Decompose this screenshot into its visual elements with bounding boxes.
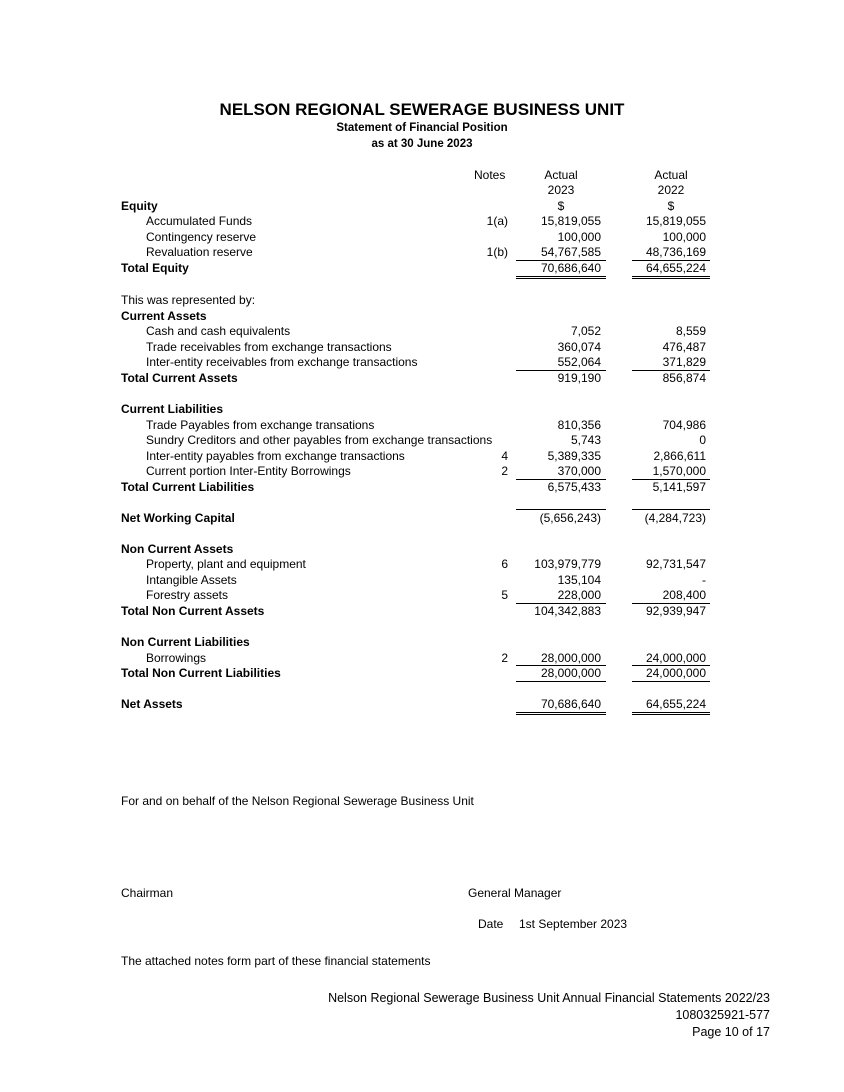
row-label: Property, plant and equipment xyxy=(146,557,306,571)
table-row xyxy=(0,371,844,387)
table-row xyxy=(0,542,844,558)
value-2023: 5,743 xyxy=(570,433,601,447)
value-2022: 208,400 xyxy=(662,588,706,602)
value-2023: 5,389,335 xyxy=(547,449,601,463)
row-label: Inter-entity payables from exchange transactions xyxy=(146,449,405,463)
row-label: Borrowings xyxy=(146,651,207,665)
row-note: 2 xyxy=(501,464,508,478)
value-2023: 15,819,055 xyxy=(540,214,601,228)
table-row xyxy=(0,433,844,449)
value-2022: 92,939,947 xyxy=(645,604,706,618)
report-title: NELSON REGIONAL SEWERAGE BUSINESS UNIT xyxy=(219,100,625,119)
notes-header: Notes xyxy=(474,168,506,182)
row-label: Current portion Inter-Entity Borrowings xyxy=(146,464,351,478)
value-2022: 704,986 xyxy=(662,418,706,432)
value-2022: 24,000,000 xyxy=(645,651,706,665)
col-2022-unit: $ xyxy=(667,199,675,213)
table-row xyxy=(0,402,844,418)
table-row xyxy=(0,261,844,277)
table-row xyxy=(0,418,844,434)
row-label: Net Assets xyxy=(121,697,183,711)
value-2022: (4,284,723) xyxy=(644,511,706,525)
row-label: Net Working Capital xyxy=(121,511,235,525)
table-row xyxy=(0,588,844,604)
value-2023: 228,000 xyxy=(557,588,601,602)
value-2022: 8,559 xyxy=(675,324,706,338)
value-2023: 810,356 xyxy=(557,418,601,432)
table-row xyxy=(0,324,844,340)
row-label: Total Current Assets xyxy=(121,371,238,385)
col-2022-year: 2022 xyxy=(657,183,685,197)
notes-statement: The attached notes form part of these financial statements xyxy=(121,954,431,968)
table-rule xyxy=(632,260,710,261)
value-2023: 104,342,883 xyxy=(534,604,601,618)
table-rule xyxy=(516,712,606,713)
value-2022: 856,874 xyxy=(662,371,706,385)
value-2023: (5,656,243) xyxy=(539,511,601,525)
table-rule xyxy=(516,479,606,480)
table-rule xyxy=(516,509,606,510)
value-2022: 0 xyxy=(699,433,706,447)
value-2023: 370,000 xyxy=(557,464,601,478)
row-label: Accumulated Funds xyxy=(146,214,253,228)
table-rule xyxy=(516,370,606,371)
value-2022: 64,655,224 xyxy=(645,261,706,275)
value-2023: 100,000 xyxy=(557,230,601,244)
row-label: Inter-entity receivables from exchange transactions xyxy=(146,355,418,369)
table-row xyxy=(0,230,844,246)
table-rule xyxy=(632,712,710,713)
col-2023-year: 2023 xyxy=(547,183,575,197)
on-behalf-statement: For and on behalf of the Nelson Regional Sewerage Business Unit xyxy=(121,794,474,808)
col-2022-label: Actual xyxy=(654,168,688,182)
footer-page-number: Page 10 of 17 xyxy=(692,1025,770,1039)
table-rule xyxy=(516,681,606,682)
table-rule xyxy=(516,714,606,715)
value-2023: 28,000,000 xyxy=(540,651,601,665)
table-row xyxy=(0,309,844,325)
table-row xyxy=(0,511,844,527)
row-label: Trade Payables from exchange transations xyxy=(146,418,375,432)
value-2023: 7,052 xyxy=(570,324,601,338)
value-2023: 70,686,640 xyxy=(540,697,601,711)
row-label: Non Current Assets xyxy=(121,542,234,556)
value-2023: 54,767,585 xyxy=(540,245,601,259)
row-label: Cash and cash equivalents xyxy=(146,324,291,338)
table-row xyxy=(0,355,844,371)
value-2023: 135,104 xyxy=(557,573,601,587)
value-2022: 64,655,224 xyxy=(645,697,706,711)
row-label: Equity xyxy=(121,199,158,213)
table-rule xyxy=(632,681,710,682)
row-label: Total Non Current Assets xyxy=(121,604,265,618)
date-label: Date xyxy=(478,917,504,931)
table-row xyxy=(0,464,844,480)
row-label: This was represented by: xyxy=(121,293,256,307)
date-value: 1st September 2023 xyxy=(519,917,628,931)
table-row xyxy=(0,604,844,620)
table-rule xyxy=(632,714,710,715)
row-label: Total Current Liabilities xyxy=(121,480,255,494)
row-note: 6 xyxy=(501,557,508,571)
value-2023: 6,575,433 xyxy=(547,480,601,494)
table-row xyxy=(0,573,844,589)
table-rule xyxy=(516,278,606,279)
row-label: Sundry Creditors and other payables from exchange transactions xyxy=(146,433,493,447)
value-2022: 100,000 xyxy=(662,230,706,244)
row-note: 5 xyxy=(501,588,508,602)
row-label: Non Current Liabilities xyxy=(121,635,250,649)
col-2023-label: Actual xyxy=(544,168,578,182)
row-label: Intangible Assets xyxy=(146,573,237,587)
value-2023: 552,064 xyxy=(557,355,601,369)
table-row xyxy=(0,199,844,215)
row-note: 1(a) xyxy=(486,214,508,228)
value-2023: 70,686,640 xyxy=(540,261,601,275)
value-2022: 15,819,055 xyxy=(645,214,706,228)
value-2022: 2,866,611 xyxy=(653,449,706,463)
statement-date: as at 30 June 2023 xyxy=(371,138,473,150)
table-row xyxy=(0,557,844,573)
value-2022: 92,731,547 xyxy=(645,557,706,571)
table-rule xyxy=(632,278,710,279)
table-rule xyxy=(632,276,710,277)
table-row xyxy=(0,293,844,309)
table-row xyxy=(0,651,844,667)
table-rule xyxy=(632,509,710,510)
table-row xyxy=(0,245,844,261)
table-row xyxy=(0,697,844,713)
value-2023: 28,000,000 xyxy=(540,666,601,680)
table-rule xyxy=(516,603,606,604)
value-2022: 371,829 xyxy=(662,355,706,369)
statement-subtitle: Statement of Financial Position xyxy=(336,122,508,134)
table-row xyxy=(0,214,844,230)
table-rule xyxy=(516,276,606,277)
footer-document-id: 1080325921-577 xyxy=(675,1008,770,1022)
row-note: 4 xyxy=(501,449,508,463)
row-note: 1(b) xyxy=(486,245,508,259)
table-rule xyxy=(516,260,606,261)
value-2022: 5,141,597 xyxy=(652,480,706,494)
table-rule xyxy=(632,603,710,604)
row-label: Forestry assets xyxy=(146,588,229,602)
table-rule xyxy=(632,370,710,371)
value-2023: 919,190 xyxy=(557,371,601,385)
table-row xyxy=(0,449,844,465)
row-label: Revaluation reserve xyxy=(146,245,253,259)
table-rule xyxy=(516,665,606,666)
table-row xyxy=(0,635,844,651)
value-2022: 1,570,000 xyxy=(652,464,706,478)
value-2023: 103,979,779 xyxy=(534,557,601,571)
table-rule xyxy=(632,479,710,480)
general-manager-label: General Manager xyxy=(468,886,562,900)
value-2023: 360,074 xyxy=(557,340,601,354)
value-2022: 24,000,000 xyxy=(645,666,706,680)
table-row xyxy=(0,340,844,356)
row-label: Current Liabilities xyxy=(121,402,224,416)
value-2022: 48,736,169 xyxy=(645,245,706,259)
row-label: Current Assets xyxy=(121,309,207,323)
row-label: Contingency reserve xyxy=(146,230,257,244)
row-note: 2 xyxy=(501,651,508,665)
row-label: Total Equity xyxy=(121,261,189,275)
col-2023-unit: $ xyxy=(557,199,565,213)
value-2022: - xyxy=(702,573,706,587)
value-2022: 476,487 xyxy=(662,340,706,354)
row-label: Total Non Current Liabilities xyxy=(121,666,281,680)
table-row xyxy=(0,480,844,496)
row-label: Trade receivables from exchange transactions xyxy=(146,340,392,354)
chairman-label: Chairman xyxy=(121,886,174,900)
table-rule xyxy=(632,665,710,666)
footer-document-title: Nelson Regional Sewerage Business Unit Annual Financial Statements 2022/23 xyxy=(328,991,770,1005)
table-row xyxy=(0,666,844,682)
